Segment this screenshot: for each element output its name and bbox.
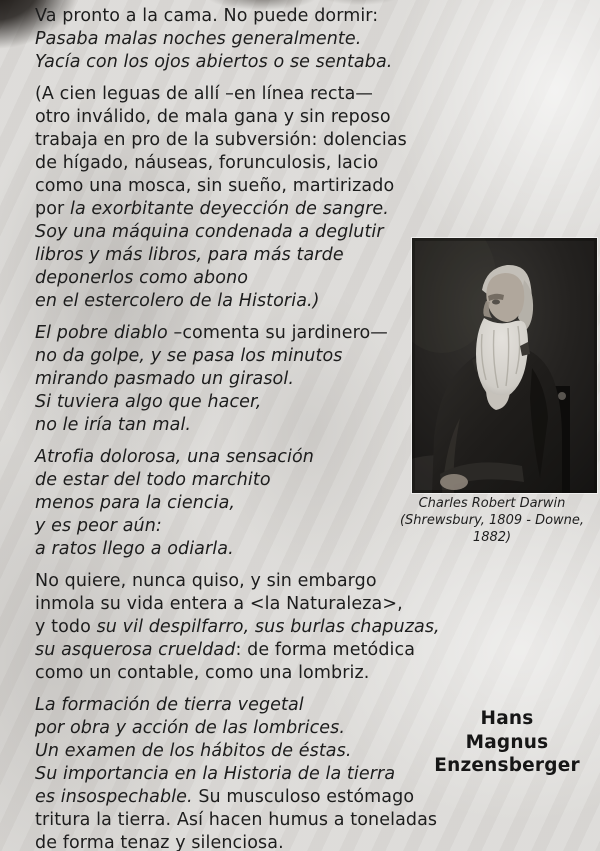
poem-segment: : de forma metódica (235, 640, 416, 660)
poem-line (35, 51, 470, 74)
poem-line (35, 290, 470, 313)
poem-segment: libros y más libros, para más tarde (35, 245, 344, 265)
darwin-photo (412, 238, 597, 493)
poem-segment: –comenta su jardinero— (173, 323, 388, 343)
poem-line (35, 267, 470, 290)
poem-segment: de estar del todo marchito (35, 470, 271, 490)
poem-segment: Su importancia en la Historia de la tierra (35, 764, 396, 784)
poem-segment: Va pronto a la cama. No puede dormir: (35, 6, 379, 26)
poem-segment: inmola su vida entera a <la Naturaleza>, (35, 594, 403, 614)
poem-segment: a ratos llego a odiarla. (35, 539, 234, 559)
author-name (428, 707, 586, 778)
poem-segment: mirando pasmado un girasol. (35, 369, 294, 389)
poem-line (35, 368, 470, 391)
poem-line (35, 129, 470, 152)
poem-line (35, 391, 470, 414)
poem-segment: trabaja en pro de la subversión: dolencias (35, 130, 407, 150)
poem-line (35, 198, 470, 221)
stanza (35, 83, 470, 313)
poem-line (35, 83, 470, 106)
poem-segment: como una mosca, sin sueño, martirizado (35, 176, 395, 196)
poem-segment: en el estercolero de la Historia.) (35, 291, 320, 311)
author-name-line1: Hans (480, 708, 534, 729)
poem-segment: Yacía con los ojos abiertos o se sentaba. (35, 52, 393, 72)
photo-caption-dates: (Shrewsbury, 1809 - Downe, 1882) (399, 513, 585, 545)
poem-segment: por obra y acción de las lombrices. (35, 718, 346, 738)
poem-segment: de hígado, náuseas, forunculosis, lacio (35, 153, 379, 173)
poem-segment: Si tuviera algo que hacer, (35, 392, 262, 412)
poem-line (35, 763, 470, 786)
poem-line (35, 717, 470, 740)
poem (35, 5, 470, 851)
darwin-portrait-illustration (412, 238, 597, 493)
poem-segment: tritura la tierra. Así hacen humus a toneladas (35, 810, 438, 830)
poem-segment: su vil despilfarro, sus burlas chapuzas, (96, 617, 440, 637)
stanza (35, 570, 470, 685)
poem-segment: Un examen de los hábitos de éstas. (35, 741, 352, 761)
poem-segment: no le iría tan mal. (35, 415, 192, 435)
poem-segment: No quiere, nunca quiso, y sin embargo (35, 571, 377, 591)
poem-segment: El pobre diablo (35, 323, 174, 343)
poem-line (35, 832, 470, 851)
poem-line (35, 570, 470, 593)
poem-segment: es insospechable. (35, 787, 193, 807)
poem-line (35, 593, 470, 616)
poem-segment: Pasaba malas noches generalmente. (35, 29, 362, 49)
poem-segment: por (35, 199, 70, 219)
poem-line (35, 5, 470, 28)
poem-line (35, 616, 470, 639)
poem-line (35, 28, 470, 51)
poem-segment: menos para la ciencia, (35, 493, 236, 513)
poem-segment: Atrofia dolorosa, una sensación (35, 447, 314, 467)
poem-segment: La formación de tierra vegetal (35, 695, 304, 715)
stanza (35, 694, 470, 851)
poem-line (35, 809, 470, 832)
author-name-line2: Magnus (465, 731, 549, 753)
poem-line (35, 175, 470, 198)
author-name-line3: Enzensberger (434, 755, 580, 776)
poem-segment: y es peor aún: (35, 516, 162, 536)
poem-line (35, 221, 470, 244)
poem-line (35, 244, 470, 267)
photo-caption (381, 495, 600, 546)
poem-line (35, 639, 470, 662)
poem-segment: la exorbitante deyección de sangre. (69, 199, 389, 219)
poem-segment: Su musculoso estómago (192, 787, 415, 807)
poem-segment: otro inválido, de mala gana y sin reposo (35, 107, 391, 127)
poem-segment: Soy una máquina condenada a deglutir (35, 222, 384, 242)
photo-caption-name: Charles Robert Darwin (418, 496, 566, 511)
poem-segment: (A cien leguas de allí –en línea recta— (35, 84, 374, 104)
poem-line (35, 106, 470, 129)
poem-line (35, 414, 470, 437)
poem-segment: su asquerosa crueldad (35, 640, 236, 660)
poem-segment: de forma tenaz y silenciosa. (35, 833, 284, 851)
poem-segment: y todo (35, 617, 97, 637)
poem-line (35, 786, 470, 809)
poem-line (35, 469, 470, 492)
poem-line (35, 446, 470, 469)
poem-line (35, 322, 470, 345)
poem-segment: no da golpe, y se pasa los minutos (35, 346, 343, 366)
poem-segment: deponerlos como abono (35, 268, 249, 288)
poem-line (35, 740, 470, 763)
poem-line (35, 152, 470, 175)
poem-line (35, 345, 470, 368)
stanza (35, 322, 470, 437)
poem-segment: como un contable, como una lombriz. (35, 663, 370, 683)
stanza (35, 5, 470, 74)
poem-line (35, 662, 470, 685)
poem-line (35, 694, 470, 717)
